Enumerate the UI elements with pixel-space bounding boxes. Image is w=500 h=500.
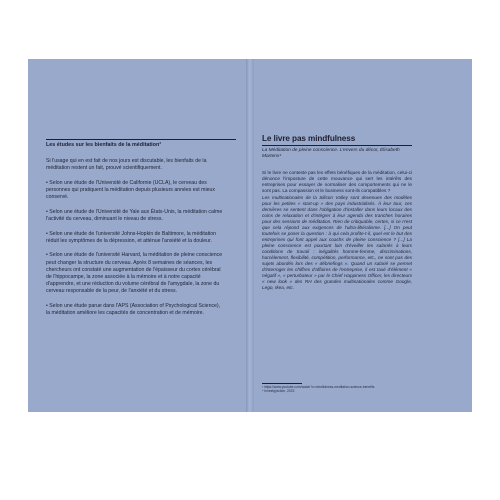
book-gutter [246, 59, 254, 412]
footnote-3: ³ https://www.youtube.com/watch?v=mindfulness-meditation-science-benefits [262, 385, 375, 389]
left-intro-paragraph: Si l'usage qui en est fait de nos jours est discutable, les bienfaits de la méditation restent un fait, prouvé scientifiquement. [46, 158, 207, 172]
footnote-rule [262, 383, 302, 384]
right-page-body [262, 170, 412, 292]
study-item-yale: • Selon une étude de l'Université de Yale aux États-Unis, la méditation calme l'activité du cerveau, diminuant le niveau de stress. [46, 208, 223, 222]
right-title-rule [262, 145, 412, 146]
right-page [254, 59, 472, 412]
study-item-johns-hopkins: • Selon une étude de l'université Johns-Hopkin de Baltimore, la méditation réduit les symptômes de la dépression, et atténue l'anxiété et la douleur. [46, 230, 217, 244]
study-item-ucla: • Selon une étude de l'Université de Californie (UCLA), le cerveau des personnes qui pratiquent la méditation depuis plusieurs années est mieux conservé. [46, 179, 215, 201]
left-page [28, 59, 246, 412]
right-body-quote: Les multinationales de la Silicon Valley sont devenues des modèles pour les petites « start-up » des pays industrialisés. À leur tour, ces dernières se sentent dans l'obligation d'installer dans leurs locaux des coins de relaxation et d'intégrer à leur agenda des tranches horaires pour des sessions de méditation. Rien de critiquable, certes, si ce n'est que cela répond aux exigences de l'ultra-libéralisme. [...] On peut toutefois se poser la question : à qui cela profite-t-il, quel est le but des entreprises qui font appel aux coachs de pleine conscience ? [...] La pleine conscience est pourtant loin d'éveiller les salariés à leurs conditions de travail : inégalités homme-femme, discriminations, harcèlement, flexibilité, compétition, performance, etc., ne sont pas des sujets abordés lors des « débriefings ». Quand un salarié se permet d'interroger les chiffres d'affaires de l'entreprise, il est taxé d'élément « négatif », « perturbateur » par le Chief Happiness Officer, les directeurs « new look » des RH des grandes multinationales comme Google, Lego, Ikea, etc. [262, 195, 412, 290]
study-item-harvard: • Selon une étude de l'université Harvard, la méditation de pleine conscience peut changer la structure du cerveau. Après 8 semaines de séances, les chercheurs ont constaté une augmentation de l'épaisseur du cortex cérébral de l'hippocampe, la zone associée à la mémoire et à notre capacité d'apprendre, et une réduction du volume cérébral de l'amygdale, la zone du cerveau responsable de la peur, de l'anxiété et du stress. [46, 252, 223, 295]
footnote-4: ⁴ Investig'action, 2023 [262, 389, 295, 394]
left-page-title: Les études sur les bienfaits de la méditation³ [46, 142, 162, 148]
study-item-aps: • Selon une étude parue dans l'APS (Association of Psychological Science), la méditation améliore les capacités de concentration et de mémoire. [46, 303, 221, 317]
right-body-lead: Si le livre ne conteste pas les effets bénéfiques de la méditation, celui-ci dénonce l'imposture de cette mouvance qui sert les intérêts des entreprises pour essayer de normaliser des comportements qui ne le sont pas. La compassion et le business sont-ils compatibles ? [262, 170, 412, 193]
left-title-rule [46, 139, 236, 140]
footnotes [262, 385, 382, 394]
right-page-title: Le livre pas mindfulness [262, 134, 356, 143]
book-reference: La Méditation de pleine conscience. L'envers du décor, Élisabeth Martens⁴ [262, 148, 400, 160]
left-page-body [46, 158, 224, 325]
